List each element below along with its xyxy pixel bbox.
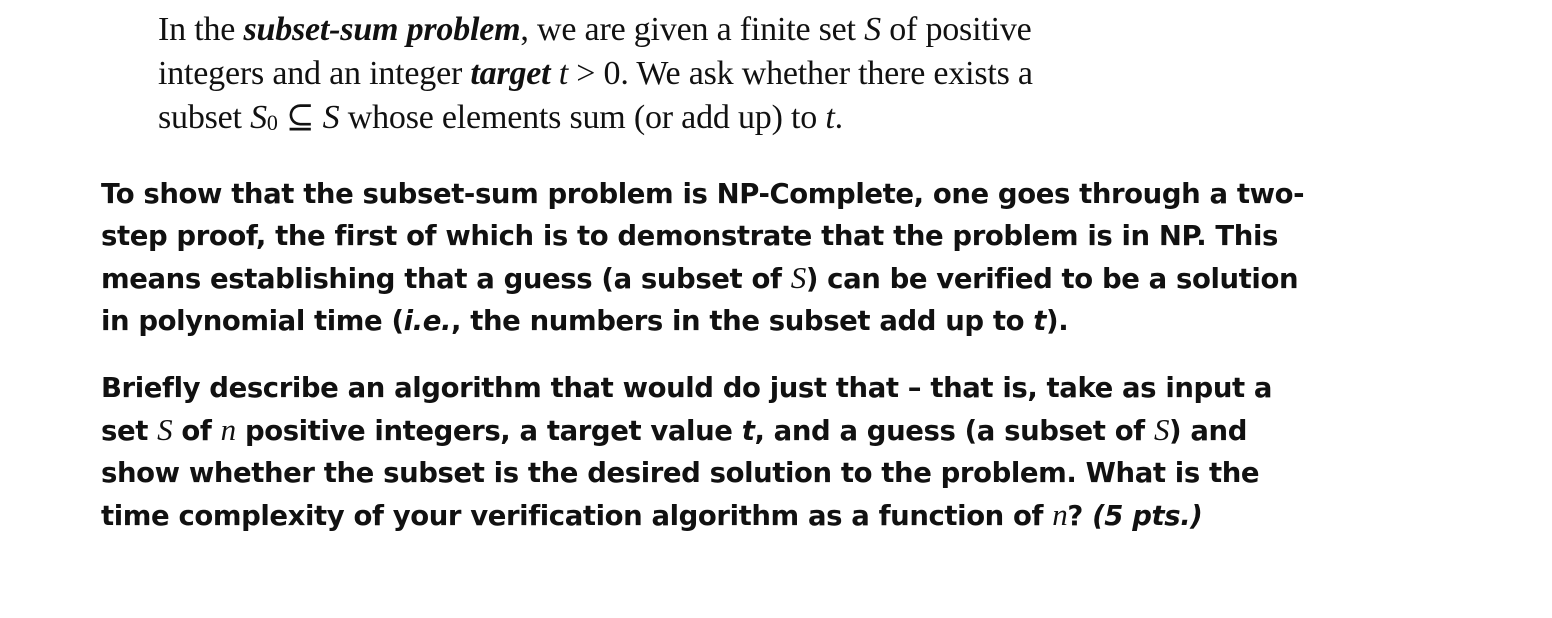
text: subset bbox=[158, 99, 251, 136]
paragraph-2-line-4 bbox=[101, 300, 1301, 342]
text: > 0. We ask whether there exists a bbox=[567, 55, 1033, 92]
definition-line-1 bbox=[158, 8, 1158, 52]
text: ) and bbox=[1169, 415, 1248, 447]
text: means establishing that a guess (a subset of bbox=[101, 263, 791, 295]
paragraph-3-line-3: show whether the subset is the desired solution to the problem. What is the bbox=[101, 457, 1260, 489]
set-symbol-S: S bbox=[1153, 412, 1170, 447]
ie-abbrev: i.e. bbox=[403, 305, 452, 337]
symbol-n: n bbox=[220, 412, 236, 447]
text: . bbox=[834, 99, 843, 136]
text: ? bbox=[1067, 500, 1083, 532]
set-symbol-S: S bbox=[790, 260, 806, 295]
points-label: (5 pts.) bbox=[1082, 500, 1203, 532]
subseteq-symbol: ⊆ bbox=[277, 99, 323, 136]
text: ). bbox=[1046, 305, 1069, 337]
paragraph-3-line-2 bbox=[101, 409, 1301, 452]
text: time complexity of your verification algorithm as a function of bbox=[101, 500, 1053, 532]
paragraph-3-line-1: Briefly describe an algorithm that would do just that – that is, take as input a bbox=[101, 372, 1273, 404]
text: of bbox=[172, 415, 221, 447]
paragraph-3-line-4 bbox=[101, 494, 1301, 537]
symbol-t: t bbox=[825, 99, 835, 136]
paragraph-2-line-1: To show that the subset-sum problem is NP-Complete, one goes through a two- bbox=[101, 178, 1305, 210]
np-proof-paragraph bbox=[101, 173, 1305, 342]
paragraph-2-line-2: step proof, the first of which is to demonstrate that the problem is in NP. This bbox=[101, 220, 1278, 252]
text: , and a guess (a subset of bbox=[754, 415, 1154, 447]
text: integers and an integer bbox=[158, 55, 471, 92]
symbol-t: t bbox=[741, 415, 755, 447]
symbol-S0: S bbox=[250, 99, 267, 136]
text: in polynomial time ( bbox=[101, 305, 404, 337]
text bbox=[550, 55, 558, 92]
set-symbol-S: S bbox=[322, 99, 340, 136]
term-subset-sum-problem: subset-sum problem bbox=[243, 11, 521, 48]
text: whose elements sum (or add up) to bbox=[339, 99, 826, 136]
symbol-t: t bbox=[1033, 305, 1047, 337]
text: of positive bbox=[880, 11, 1032, 48]
set-symbol-S: S bbox=[157, 412, 173, 447]
text: set bbox=[101, 415, 158, 447]
text: ) can be verified to be a solution bbox=[805, 263, 1299, 295]
definition-block bbox=[158, 8, 1158, 143]
set-symbol-S: S bbox=[864, 11, 881, 48]
symbol-n: n bbox=[1052, 497, 1068, 532]
question-paragraph bbox=[101, 367, 1301, 537]
text: , the numbers in the subset add up to bbox=[451, 305, 1034, 337]
text: positive integers, a target value bbox=[235, 415, 742, 447]
paragraph-2-line-3 bbox=[101, 257, 1301, 300]
symbol-t: t bbox=[558, 55, 568, 92]
text: In the bbox=[158, 11, 244, 48]
text: , we are given a finite set bbox=[520, 11, 865, 48]
term-target: target bbox=[470, 55, 551, 92]
definition-line-3 bbox=[158, 96, 1158, 143]
definition-line-2 bbox=[158, 52, 1158, 96]
subscript-zero: 0 bbox=[266, 110, 278, 135]
